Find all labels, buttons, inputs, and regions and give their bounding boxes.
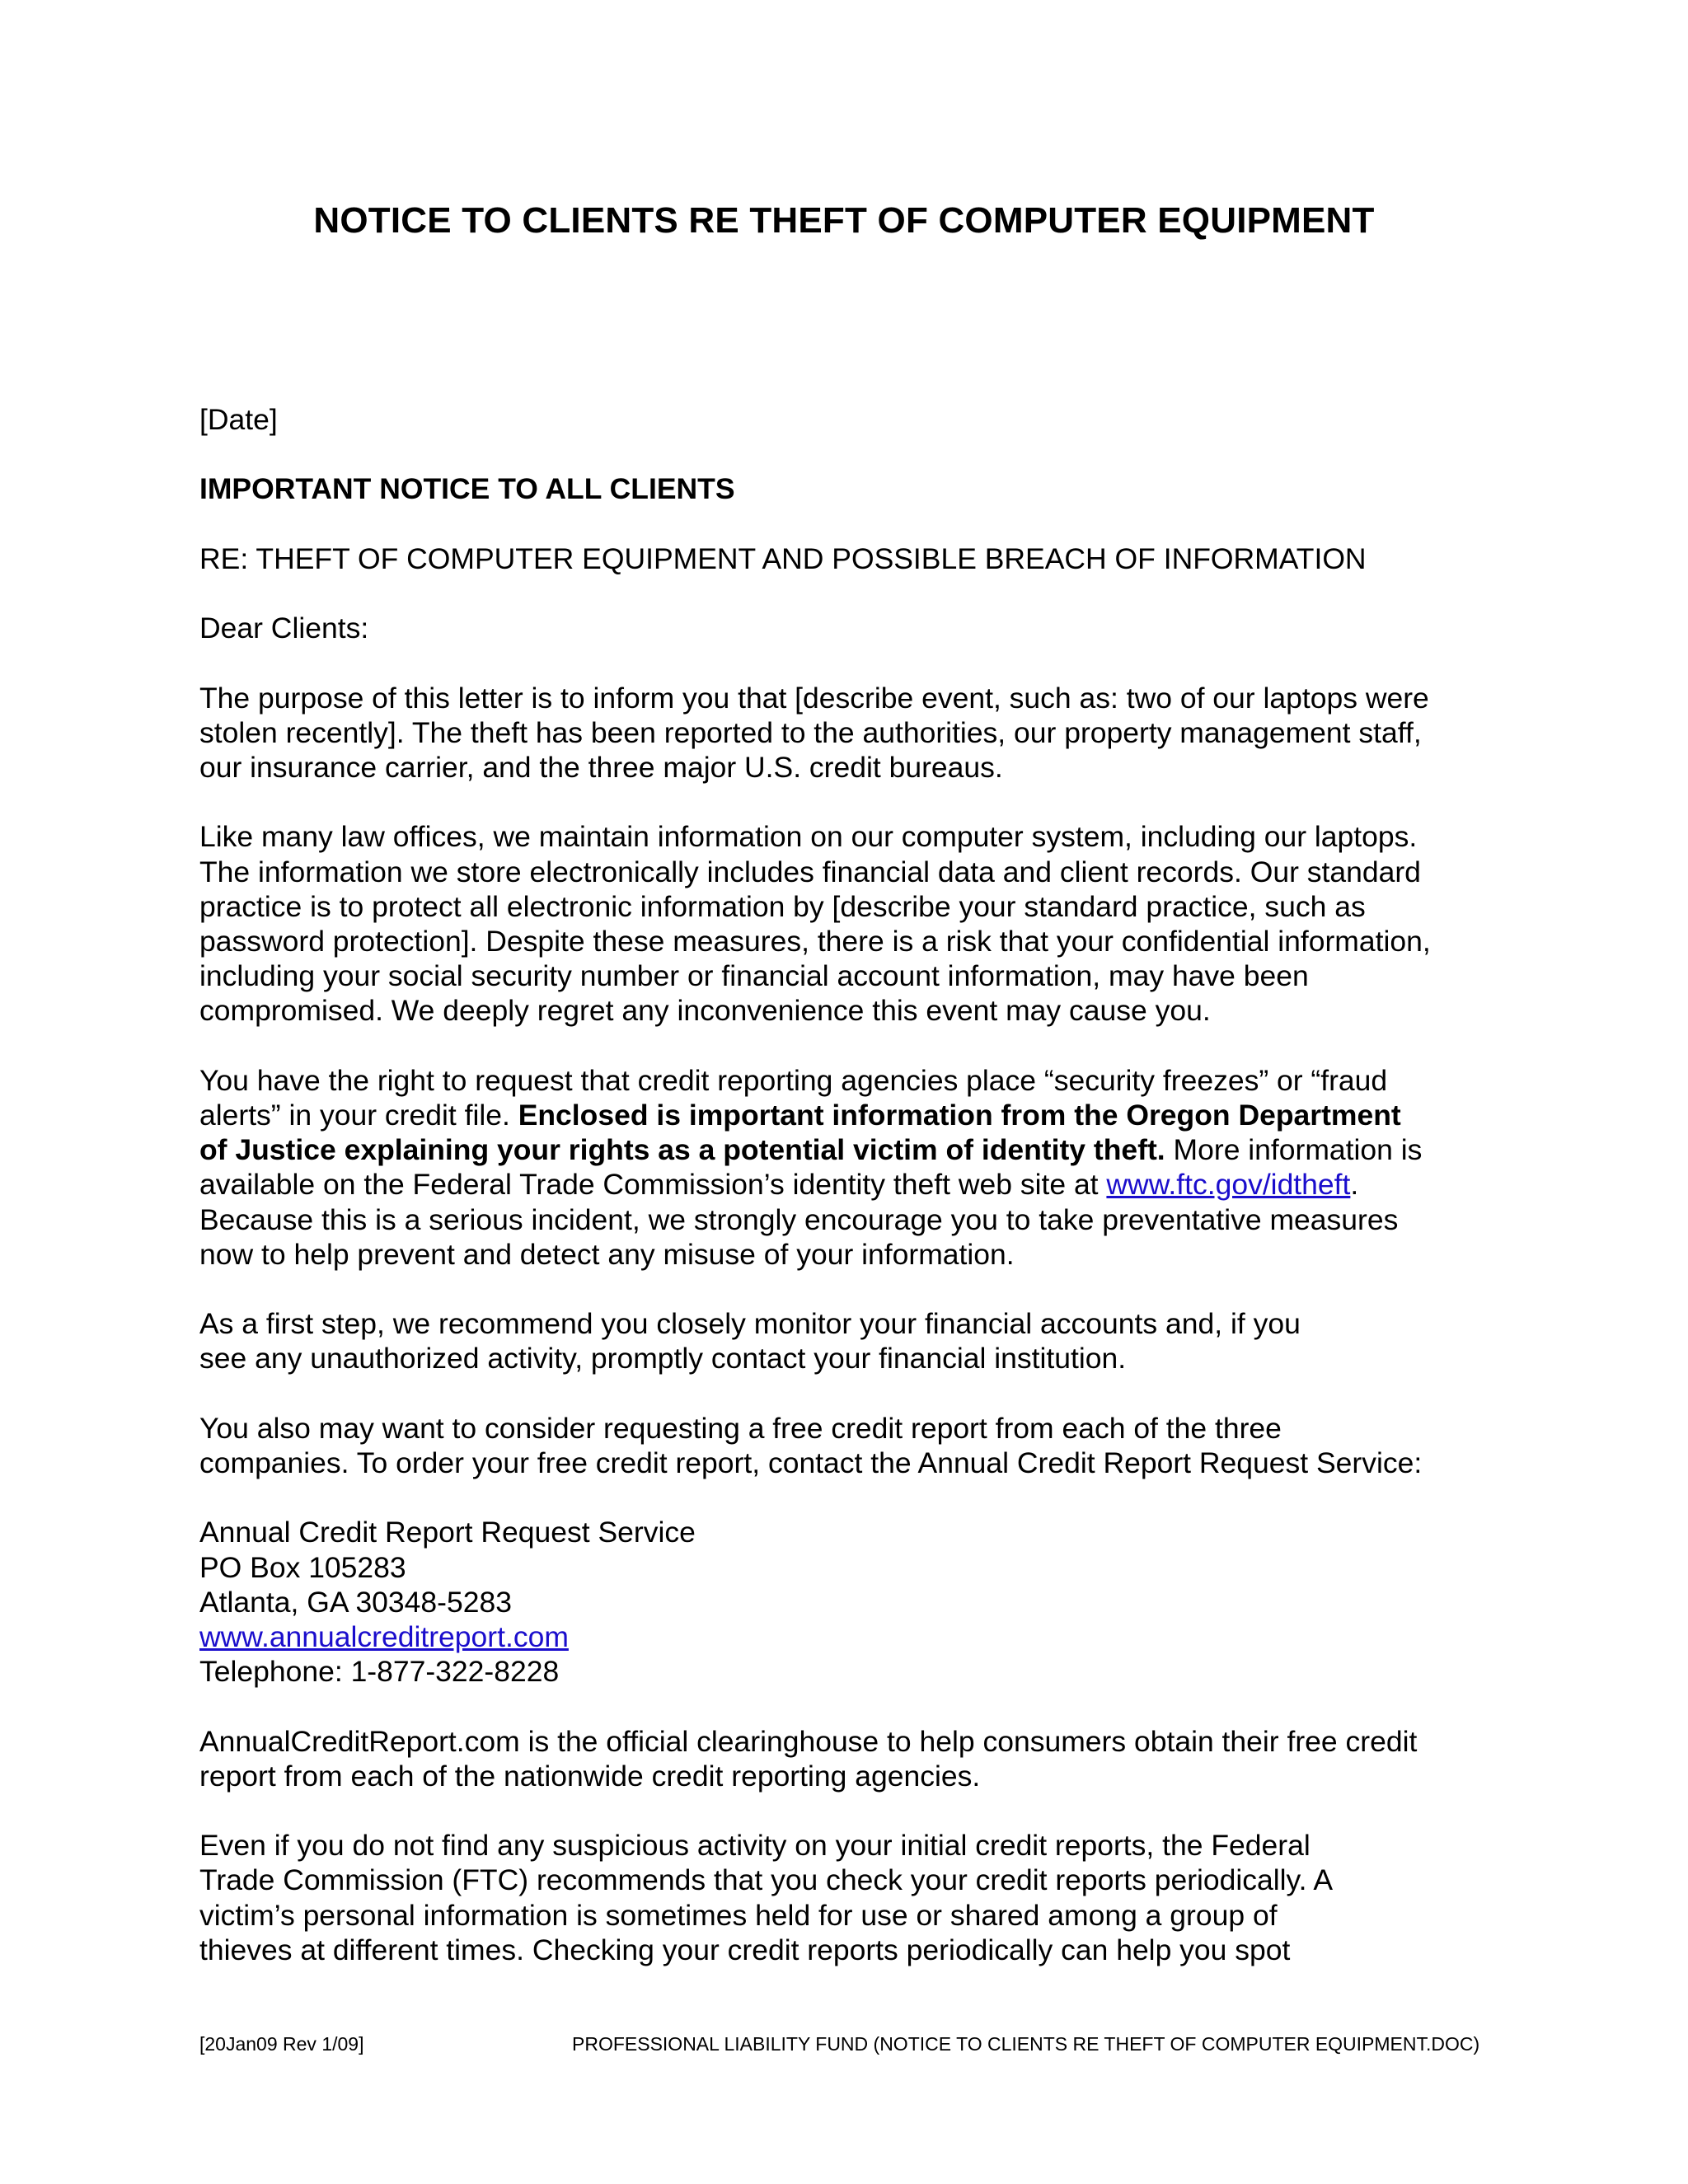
- paragraph-line: The purpose of this letter is to inform you that [describe event, such as: two of our laptops were: [199, 681, 1429, 715]
- paragraph-line: compromised. We deeply regret any inconvenience this event may cause you.: [199, 994, 1211, 1028]
- re-line-text: RE: THEFT OF COMPUTER EQUIPMENT AND POSSIBLE BREACH OF INFORMATION: [199, 541, 1367, 575]
- paragraph-line: Trade Commission (FTC) recommends that you check your credit reports periodically. A: [199, 1863, 1334, 1897]
- re-line: [199, 541, 1510, 576]
- date-line: [199, 402, 1510, 437]
- address-block: [199, 1515, 1510, 1689]
- paragraph-information: [199, 819, 1510, 1028]
- inline-text: alerts” in your credit file.: [199, 1098, 518, 1132]
- bold-text: of Justice explaining your rights as a potential victim of identity theft.: [199, 1133, 1165, 1167]
- paragraph-line: stolen recently]. The theft has been reported to the authorities, our property management staff,: [199, 715, 1422, 749]
- paragraph-line: including your social security number or financial account information, may have been: [199, 959, 1309, 993]
- paragraph-line: The information we store electronically includes financial data and client records. Our standard: [199, 855, 1421, 888]
- paragraph-line: thieves at different times. Checking your credit reports periodically can help you spot: [199, 1933, 1291, 1966]
- ftc-idtheft-link[interactable]: www.ftc.gov/idtheft: [1106, 1168, 1351, 1202]
- paragraph-free-report: [199, 1411, 1510, 1480]
- paragraph-line: companies. To order your free credit report, contact the Annual Credit Report Request Service:: [199, 1446, 1423, 1479]
- address-city: Atlanta, GA 30348-5283: [199, 1585, 512, 1619]
- document-title: NOTICE TO CLIENTS RE THEFT OF COMPUTER EQUIPMENT: [313, 200, 1375, 241]
- salutation: [199, 611, 1510, 645]
- paragraph-line: [199, 1098, 1510, 1132]
- paragraph-line: Even if you do not find any suspicious activity on your initial credit reports, the Federal: [199, 1829, 1311, 1863]
- address-name: Annual Credit Report Request Service: [199, 1516, 696, 1549]
- inline-text: More information is: [1165, 1133, 1423, 1167]
- bold-text: Enclosed is important information from the Oregon Department: [518, 1098, 1401, 1132]
- paragraph-line: password protection]. Despite these measures, there is a risk that your confidential information,: [199, 924, 1431, 958]
- paragraph-line: report from each of the nationwide credit reporting agencies.: [199, 1759, 981, 1793]
- notice-heading-text: IMPORTANT NOTICE TO ALL CLIENTS: [199, 472, 735, 506]
- paragraph-line: As a first step, we recommend you closely monitor your financial accounts and, if you: [199, 1307, 1301, 1341]
- paragraph-periodic-check: [199, 1828, 1510, 1967]
- paragraph-line: now to help prevent and detect any misuse of your information.: [199, 1237, 1015, 1271]
- address-po-box: PO Box 105283: [199, 1550, 406, 1584]
- paragraph-line: AnnualCreditReport.com is the official clearinghouse to help consumers obtain their free credit: [199, 1724, 1418, 1758]
- footer-revision: [20Jan09 Rev 1/09]: [199, 2033, 364, 2055]
- paragraph-line: [199, 1167, 1510, 1202]
- paragraph-line: You have the right to request that credit reporting agencies place “security freezes” or “fraud: [199, 1063, 1388, 1097]
- inline-text: available on the Federal Trade Commission’s identity theft web site at: [199, 1168, 1107, 1202]
- paragraph-line: Because this is a serious incident, we strongly encourage you to take preventative measures: [199, 1202, 1399, 1236]
- paragraph-line: [199, 1132, 1510, 1167]
- paragraph-line: victim’s personal information is sometimes held for use or shared among a group of: [199, 1898, 1278, 1932]
- address-website-line: [199, 1619, 1510, 1654]
- paragraph-purpose: [199, 681, 1510, 785]
- address-telephone: Telephone: 1-877-322-8228: [199, 1655, 560, 1689]
- paragraph-line: see any unauthorized activity, promptly contact your financial institution.: [199, 1342, 1127, 1376]
- paragraph-line: You also may want to consider requesting a free credit report from each of the three: [199, 1411, 1282, 1445]
- paragraph-line: practice is to protect all electronic information by [describe your standard practice, such as: [199, 889, 1366, 923]
- paragraph-clearinghouse: [199, 1724, 1510, 1793]
- paragraph-rights: [199, 1063, 1510, 1272]
- date-text: [Date]: [199, 403, 278, 436]
- footer-source: PROFESSIONAL LIABILITY FUND (NOTICE TO CLIENTS RE THEFT OF COMPUTER EQUIPMENT.DOC): [572, 2033, 1480, 2055]
- inline-text: .: [1350, 1168, 1359, 1202]
- salutation-text: Dear Clients:: [199, 612, 369, 645]
- letter-body: [199, 402, 1510, 1967]
- paragraph-first-step: [199, 1306, 1510, 1376]
- notice-heading: [199, 471, 1510, 506]
- paragraph-line: our insurance carrier, and the three major U.S. credit bureaus.: [199, 750, 1003, 784]
- annualcreditreport-link[interactable]: www.annualcreditreport.com: [199, 1619, 569, 1653]
- paragraph-line: Like many law offices, we maintain information on our computer system, including our laptops.: [199, 820, 1418, 854]
